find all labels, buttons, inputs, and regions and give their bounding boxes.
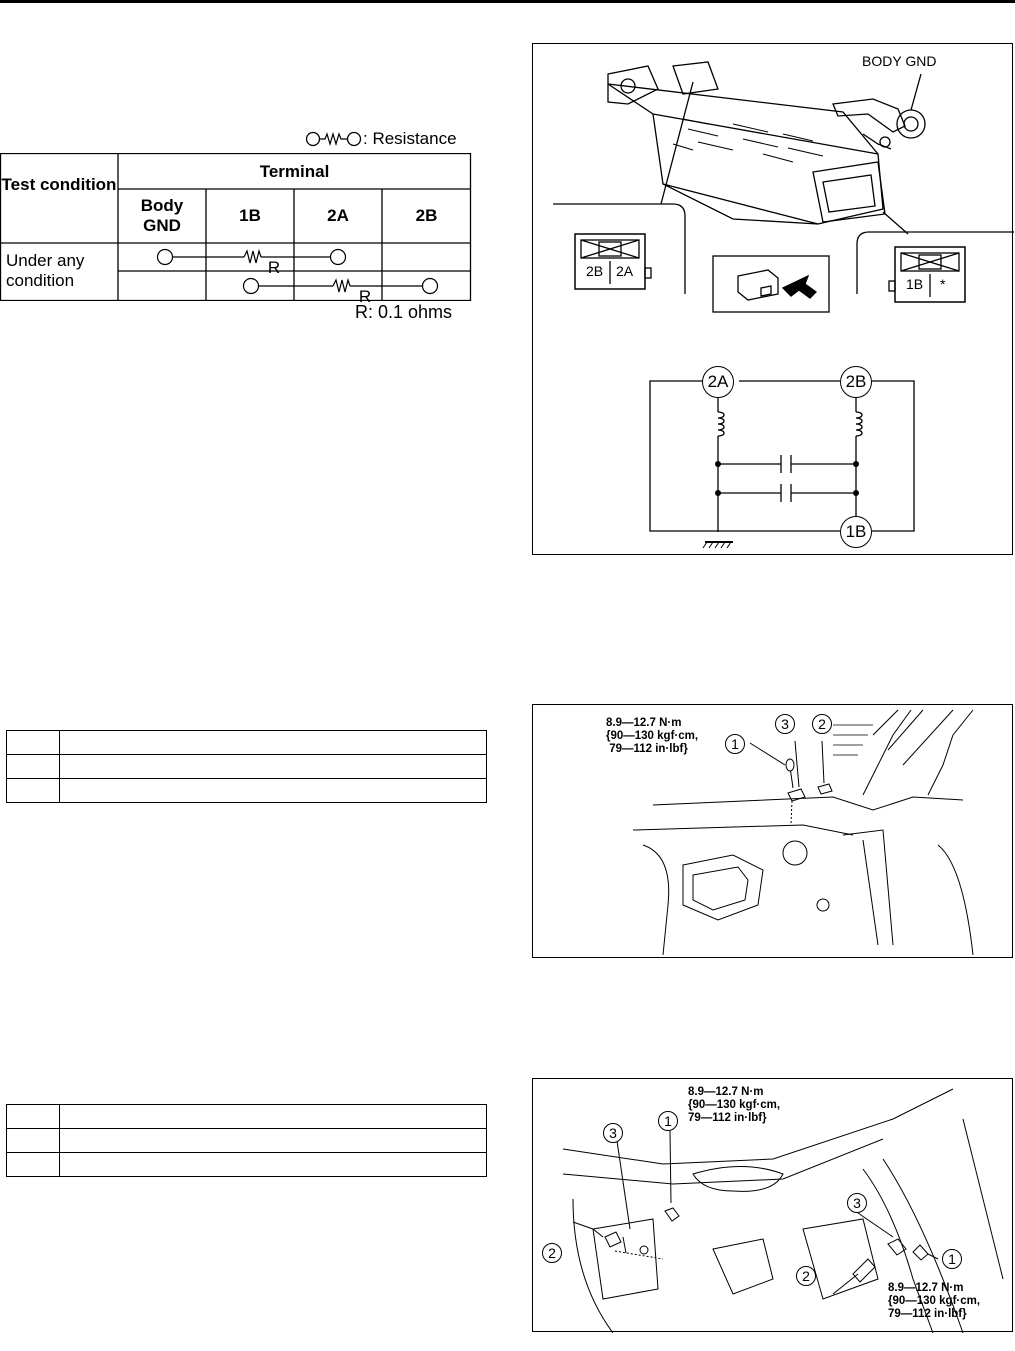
row-under-any-condition: Under any condition xyxy=(6,251,85,290)
circuit-node-2b: 2B xyxy=(840,366,872,398)
blank-table-1 xyxy=(6,730,487,803)
pin-blank: * xyxy=(940,276,946,292)
column-body-gnd: Body GND xyxy=(140,196,184,235)
table-row xyxy=(7,1129,487,1153)
column-1b: 1B xyxy=(239,206,261,225)
torque-spec-top: 8.9—12.7 N·m {90—130 kgf·cm, 79—112 in·lbf} xyxy=(688,1086,781,1124)
pin-2a: 2A xyxy=(616,263,634,279)
callout-2-left: 2 xyxy=(542,1243,562,1263)
table-row xyxy=(7,731,487,755)
legend-text: : Resistance xyxy=(363,129,457,148)
callout-3-left: 3 xyxy=(603,1123,623,1143)
table-row xyxy=(7,1153,487,1177)
callout-1: 1 xyxy=(725,734,745,754)
circuit-node-1b: 1B xyxy=(840,516,872,548)
pin-2b: 2B xyxy=(586,263,604,279)
table-row xyxy=(7,1105,487,1129)
continuity-line-bodygnd-2a xyxy=(158,250,346,265)
callout-3: 3 xyxy=(775,714,795,734)
body-gnd-label: BODY GND xyxy=(862,53,937,69)
noise-filter-figure xyxy=(532,43,1013,555)
blank-table-2 xyxy=(6,1104,487,1177)
table-row xyxy=(7,779,487,803)
callout-1-right: 1 xyxy=(942,1249,962,1269)
table-row xyxy=(7,755,487,779)
resistor-label-row1: R xyxy=(267,258,281,277)
pin-1b: 1B xyxy=(906,276,924,292)
column-2b: 2B xyxy=(415,206,438,225)
installation-figure-1 xyxy=(532,704,1013,958)
resistance-legend xyxy=(306,127,457,151)
terminal-table xyxy=(0,153,471,306)
noise-filter-drawing xyxy=(533,44,1014,556)
header-terminal: Terminal xyxy=(259,162,330,181)
callout-3-right: 3 xyxy=(847,1193,867,1213)
resistance-symbol-icon xyxy=(306,129,362,149)
continuity-line-1b-2b xyxy=(244,279,438,294)
column-2a: 2A xyxy=(327,206,349,225)
torque-spec-bottom: 8.9—12.7 N·m {90—130 kgf·cm, 79—112 in·lbf} xyxy=(888,1282,981,1320)
callout-2: 2 xyxy=(812,714,832,734)
circuit-node-2a: 2A xyxy=(702,366,734,398)
callout-1-left: 1 xyxy=(658,1111,678,1131)
resistance-note: R: 0.1 ohms xyxy=(355,302,453,322)
resistor-label-row2: R xyxy=(358,287,372,306)
header-test-condition: Test condition xyxy=(1,175,117,194)
callout-2-right: 2 xyxy=(796,1266,816,1286)
torque-spec: 8.9—12.7 N·m {90—130 kgf·cm, 79—112 in·lbf} xyxy=(606,717,699,755)
installation-figure-2 xyxy=(532,1078,1013,1332)
page-top-rule xyxy=(0,0,1015,3)
